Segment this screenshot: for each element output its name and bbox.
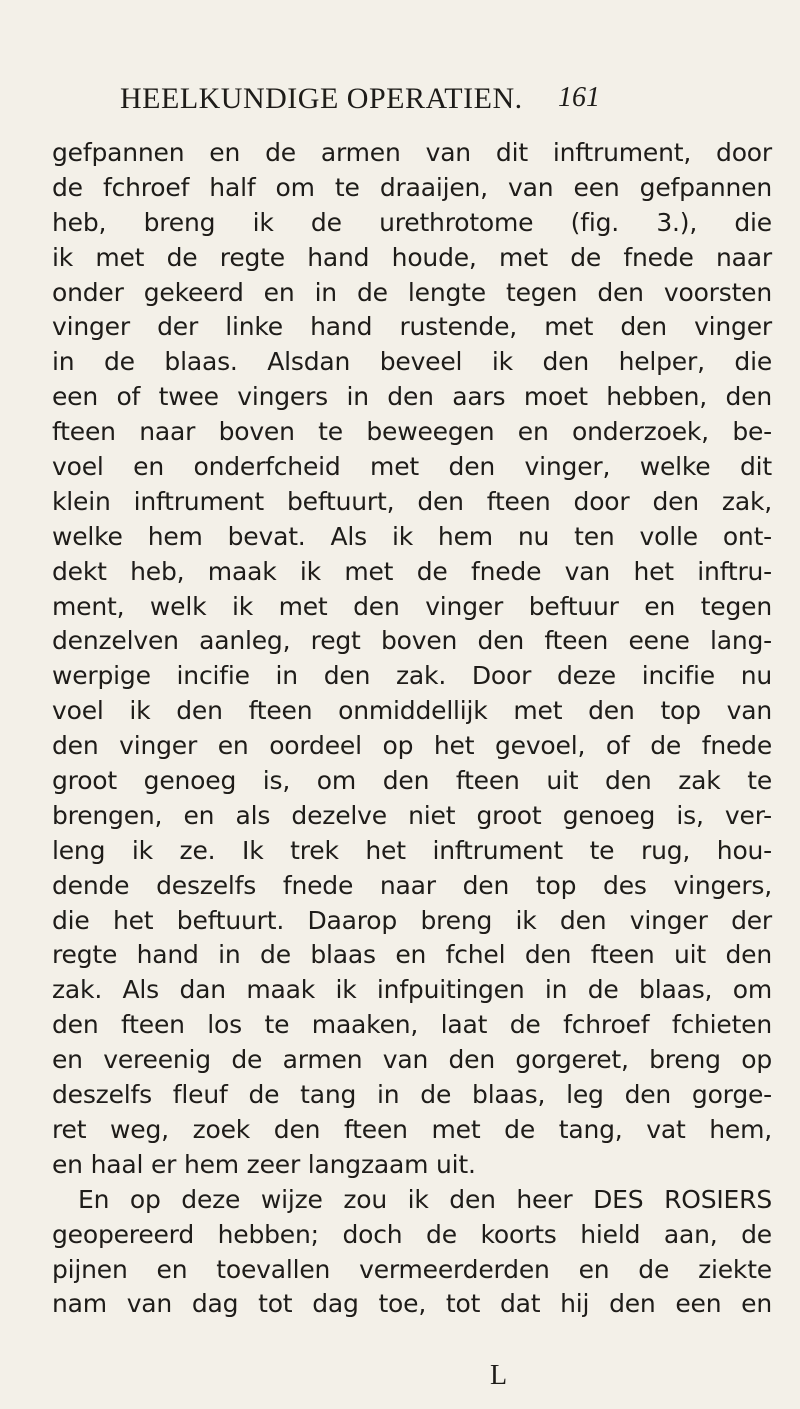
text-line: den vinger en oordeel op het gevoel, of de fnede	[52, 731, 772, 761]
text-line: regte hand in de blaas en fchel den fteen uit den	[52, 940, 772, 970]
text-line: ment, welk ik met den vinger beftuur en tegen	[52, 591, 772, 621]
text-line: werpige incifie in den zak. Door deze incifie nu	[52, 661, 772, 691]
text-line: in de blaas. Alsdan beveel ik den helper, die	[52, 347, 772, 377]
body-text	[52, 136, 772, 1322]
text-line: fteen naar boven te beweegen en onderzoek, be-	[52, 417, 772, 447]
text-line: ik met de regte hand houde, met de fnede naar	[52, 242, 772, 272]
running-title: HEELKUNDIGE OPERATIEN.	[120, 82, 523, 115]
page-header	[120, 82, 760, 122]
text-line: pijnen en toevallen vermeerderden en de ziekte	[52, 1254, 772, 1284]
text-line: brengen, en als dezelve niet groot genoeg is, ver-	[52, 800, 772, 830]
text-line: een of twee vingers in den aars moet hebben, den	[52, 382, 772, 412]
text-line: zak. Als dan maak ik infpuitingen in de blaas, om	[52, 975, 772, 1005]
text-line: denzelven aanleg, regt boven den fteen eene lang-	[52, 626, 772, 656]
text-line: heb, breng ik de urethrotome (fig. 3.), die	[52, 207, 772, 237]
text-line: die het beftuurt. Daarop breng ik den vinger der	[52, 905, 772, 935]
text-line: groot genoeg is, om den fteen uit den zak te	[52, 766, 772, 796]
text-line: de fchroef half om te draaijen, van een gefpannen	[52, 172, 772, 202]
text-line: vinger der linke hand rustende, met den vinger	[52, 312, 772, 342]
text-line: welke hem bevat. Als ik hem nu ten volle ont-	[52, 521, 772, 551]
text-line: en haal er hem zeer langzaam uit.	[52, 1149, 476, 1179]
page-number: 161	[558, 82, 600, 113]
text-line: geopereerd hebben; doch de koorts hield aan, de	[52, 1219, 772, 1249]
text-line: voel ik den fteen onmiddellijk met den top van	[52, 696, 772, 726]
text-line: en vereenig de armen van den gorgeret, breng op	[52, 1045, 772, 1075]
text-line: den fteen los te maaken, laat de fchroef fchieten	[52, 1010, 772, 1040]
text-line: dekt heb, maak ik met de fnede van het inftru-	[52, 556, 772, 586]
text-line: nam van dag tot dag toe, tot dat hij den een en	[52, 1289, 772, 1319]
text-line: gefpannen en de armen van dit inftrument, door	[52, 138, 772, 167]
text-line: dende deszelfs fnede naar den top des vingers,	[52, 870, 772, 900]
text-line: onder gekeerd en in de lengte tegen den voorsten	[52, 277, 772, 307]
signature-mark: L	[490, 1360, 508, 1391]
text-line: deszelfs fleuf de tang in de blaas, leg den gorge-	[52, 1080, 772, 1110]
text-line: leng ik ze. Ik trek het inftrument te rug, hou-	[52, 835, 772, 865]
text-line: En op deze wijze zou ik den heer DES ROSIERS	[78, 1184, 772, 1214]
text-line: ret weg, zoek den fteen met de tang, vat hem,	[52, 1114, 772, 1144]
text-line: klein inftrument beftuurt, den fteen door den zak,	[52, 486, 772, 516]
text-line: voel en onderfcheid met den vinger, welke dit	[52, 452, 772, 482]
